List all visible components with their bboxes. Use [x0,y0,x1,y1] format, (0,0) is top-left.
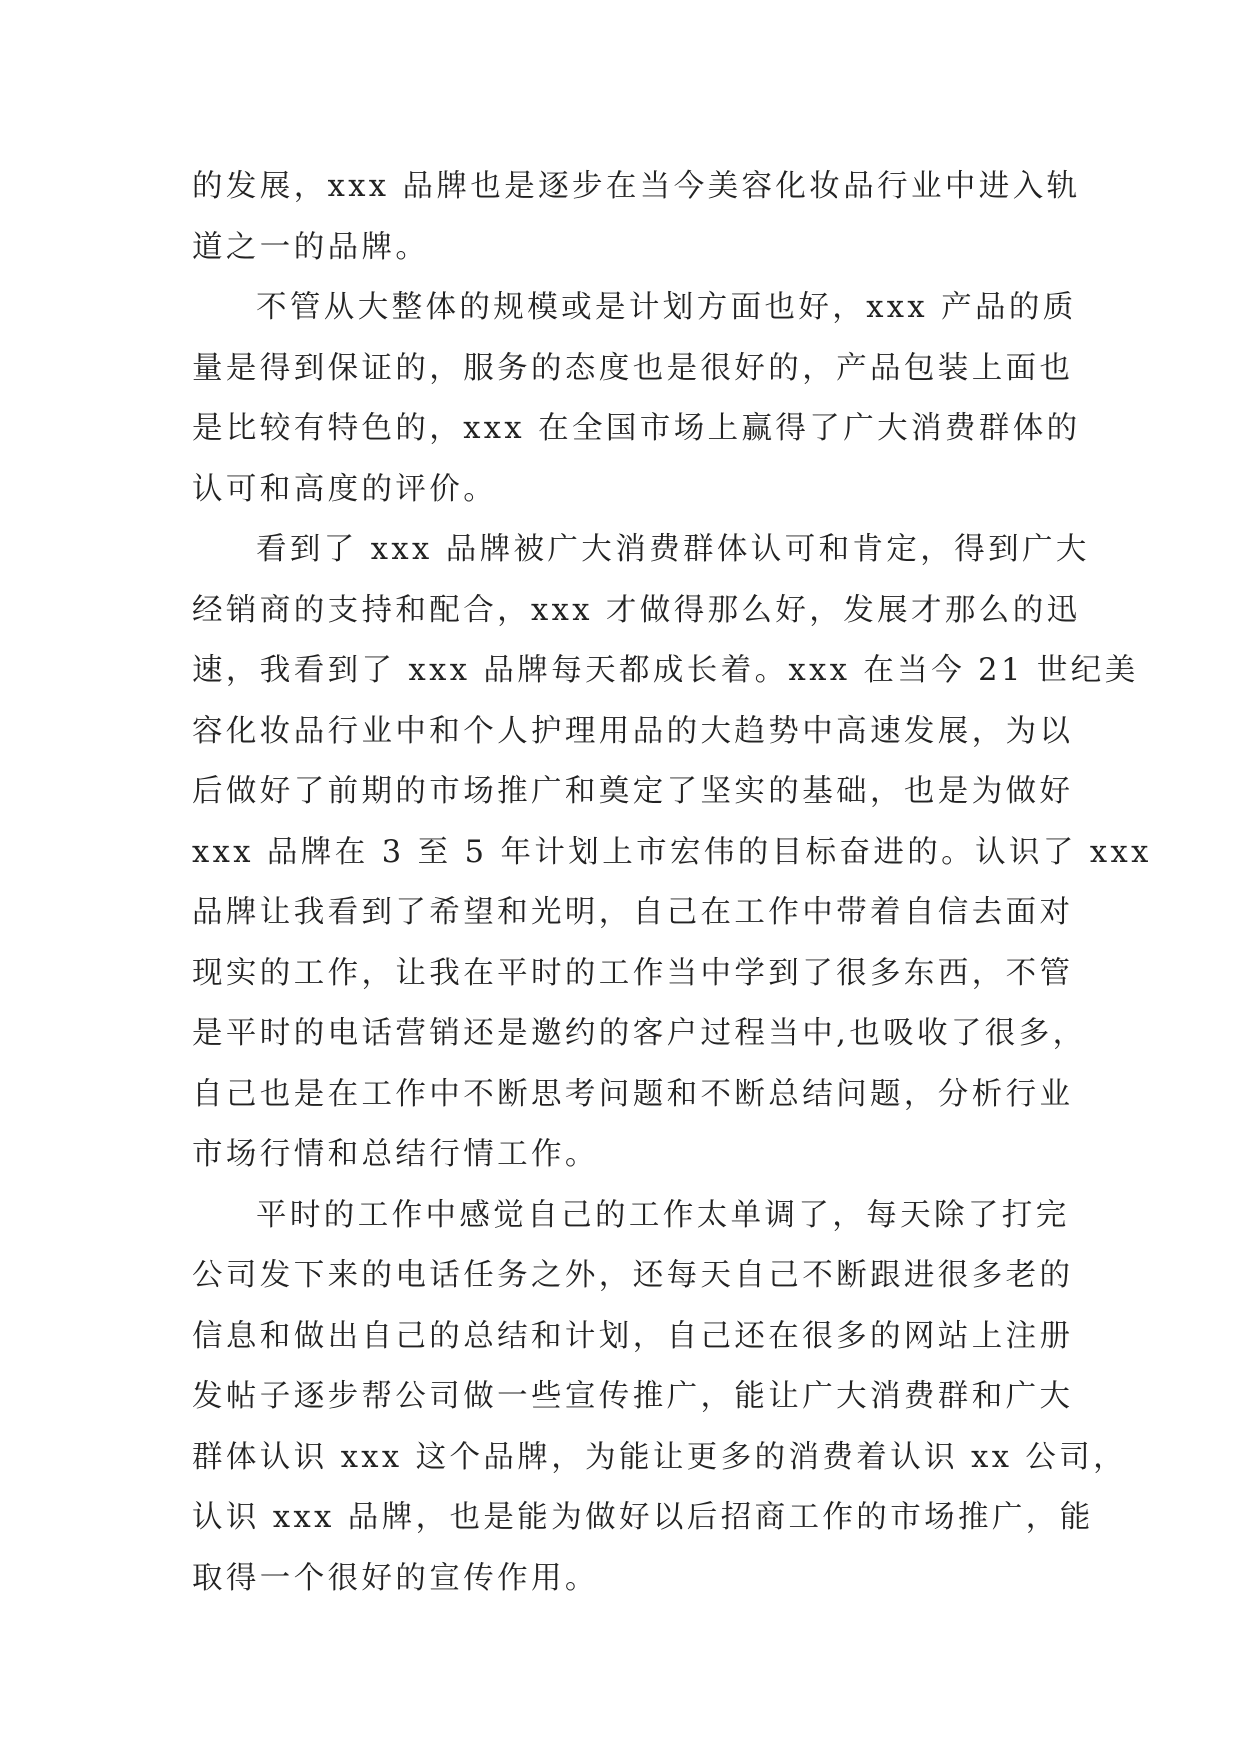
text-line: 自己也是在工作中不断思考问题和不断总结问题，分析行业 [192,1076,1074,1112]
text-line: 发帖子逐步帮公司做一些宣传推广，能让广大消费群和广大 [192,1379,1074,1414]
text-line: 量是得到保证的，服务的态度也是很好的，产品包装上面也 [192,350,1074,386]
text-line: 容化妆品行业中和个人护理用品的大趋势中高速发展，为以 [192,713,1074,749]
body-text [192,157,1152,1609]
text-line: 市场行情和总结行情工作。 [192,1137,599,1172]
text-line: 认识 xxx 品牌，也是能为做好以后招商工作的市场推广，能 [192,1500,1094,1535]
paragraph-first-line: 看到了 xxx 品牌被广大消费群体认可和肯定，得到广大 [256,532,1090,567]
text-line: 公司发下来的电话任务之外，还每天自己不断跟进很多老的 [192,1258,1074,1293]
paragraph-first-line: 不管从大整体的规模或是计划方面也好，xxx 产品的质 [256,290,1077,325]
text-line: 取得一个很好的宣传作用。 [192,1560,599,1596]
paragraph-first-line: 平时的工作中感觉自己的工作太单调了，每天除了打完 [256,1197,1070,1233]
text-line: 品牌让我看到了希望和光明，自己在工作中带着自信去面对 [192,895,1074,930]
text-line: xxx 品牌在 3 至 5 年计划上市宏伟的目标奋进的。认识了 xxx [192,834,1152,870]
text-line: 经销商的支持和配合，xxx 才做得那么好，发展才那么的迅 [192,592,1081,628]
text-line: 后做好了前期的市场推广和奠定了坚实的基础，也是为做好 [192,774,1074,809]
text-line: 信息和做出自己的总结和计划，自己还在很多的网站上注册 [192,1318,1074,1354]
text-line: 群体认识 xxx 这个品牌，为能让更多的消费着认识 xx 公司， [192,1439,1128,1475]
text-line: 速，我看到了 xxx 品牌每天都成长着。xxx 在当今 21 世纪美 [192,653,1139,688]
text-line: 认可和高度的评价。 [192,471,498,507]
text-line: 的发展，xxx 品牌也是逐步在当今美容化妆品行业中进入轨 [192,169,1081,204]
text-line: 现实的工作，让我在平时的工作当中学到了很多东西，不管 [192,955,1074,991]
text-line: 道之一的品牌。 [192,229,430,265]
text-line: 是平时的电话营销还是邀约的客户过程当中,也吸收了很多， [192,1016,1087,1051]
text-line: 是比较有特色的，xxx 在全国市场上赢得了广大消费群体的 [192,411,1081,446]
